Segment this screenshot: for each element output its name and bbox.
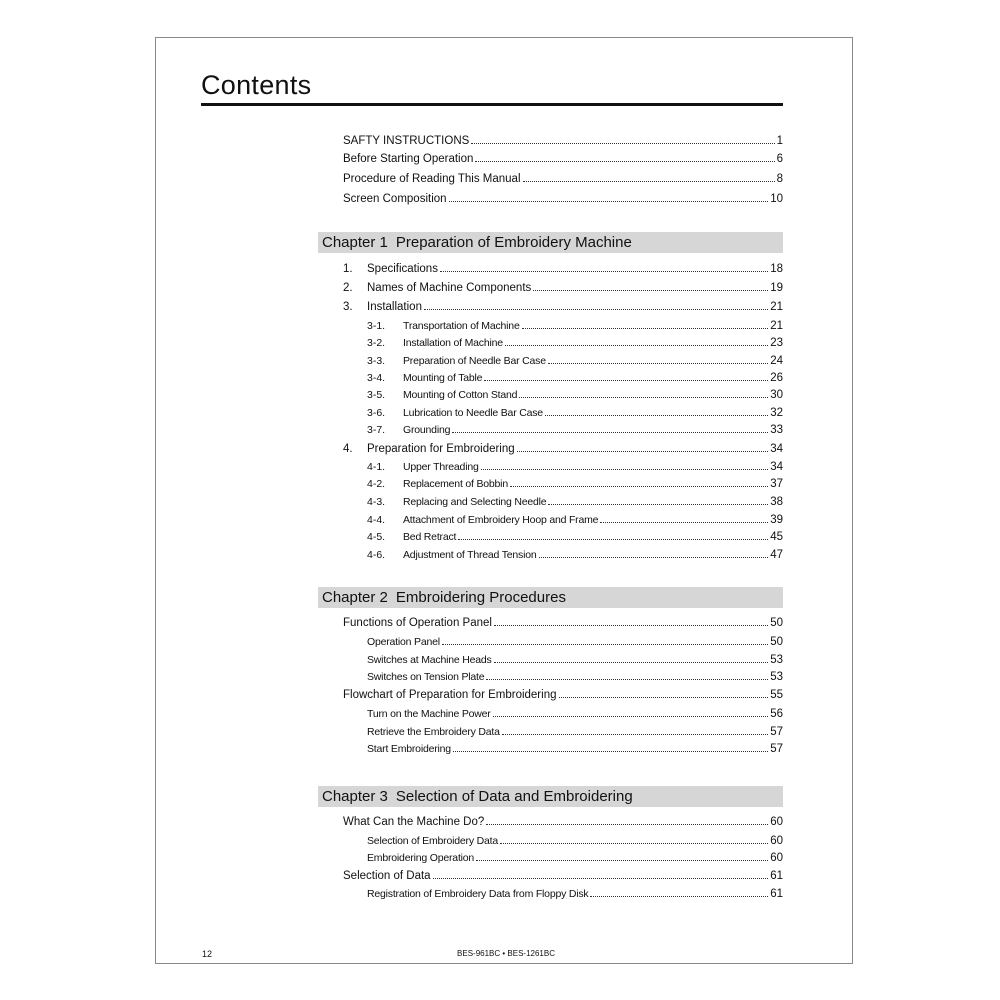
toc-entry <box>343 442 783 456</box>
toc-subentry <box>367 336 783 350</box>
toc-entry <box>343 869 783 883</box>
toc-entry-page: 45 <box>770 531 783 543</box>
toc-entry-number: 3-5. <box>367 389 386 401</box>
toc-subentry <box>367 513 783 527</box>
toc-entry-label: Screen Composition <box>343 193 447 205</box>
toc-entry-label: What Can the Machine Do? <box>343 816 485 828</box>
toc-entry-label: Names of Machine Components <box>367 282 532 294</box>
toc-entry-label: Switches on Tension Plate <box>367 671 485 683</box>
chapter-heading <box>318 786 783 807</box>
dot-leader <box>539 557 769 558</box>
toc-entry-label: Installation <box>367 301 422 313</box>
toc-entry-label: Bed Retract <box>403 531 457 543</box>
toc-subentry <box>367 548 783 562</box>
toc-subentry <box>367 371 783 385</box>
toc-entry <box>343 172 783 186</box>
toc-entry-page: 21 <box>770 320 783 332</box>
toc-entry-page: 50 <box>770 617 783 629</box>
toc-entry-label: Transportation of Machine <box>403 320 520 332</box>
dot-leader <box>590 896 768 897</box>
dot-leader <box>476 860 768 861</box>
toc-subentry <box>367 460 783 474</box>
toc-entry-label: Specifications <box>367 263 438 275</box>
toc-entry-page: 34 <box>770 443 783 455</box>
dot-leader <box>471 143 774 144</box>
toc-entry-page: 37 <box>770 478 783 490</box>
toc-entry-page: 23 <box>770 337 783 349</box>
toc-entry-label: Grounding <box>403 424 451 436</box>
dot-leader <box>458 539 768 540</box>
dot-leader <box>533 290 768 291</box>
toc-entry-label: Procedure of Reading This Manual <box>343 173 521 185</box>
toc-entry-label: Registration of Embroidery Data from Floppy Disk <box>367 888 589 900</box>
toc-entry-page: 53 <box>770 654 783 666</box>
dot-leader <box>453 751 768 752</box>
toc-entry-page: 32 <box>770 407 783 419</box>
toc-entry-label: Flowchart of Preparation for Embroidering <box>343 689 557 701</box>
chapter-title: Embroidering Procedures <box>395 589 566 606</box>
dot-leader <box>559 697 769 698</box>
toc-entry-label: Embroidering Operation <box>367 852 475 864</box>
dot-leader <box>493 716 769 717</box>
toc-entry-page: 30 <box>770 389 783 401</box>
toc-entry-label: Retrieve the Embroidery Data <box>367 726 500 738</box>
toc-subentry <box>367 653 783 667</box>
toc-entry-label: Upper Threading <box>403 461 479 473</box>
toc-entry-page: 60 <box>770 835 783 847</box>
toc-entry-page: 50 <box>770 636 783 648</box>
toc-entry-page: 55 <box>770 689 783 701</box>
toc-entry-label: Start Embroidering <box>367 743 451 755</box>
toc-entry-page: 26 <box>770 372 783 384</box>
chapter-number: Chapter 2 <box>322 589 388 606</box>
toc-entry-page: 56 <box>770 708 783 720</box>
toc-subentry <box>367 530 783 544</box>
toc-entry-number: 4. <box>343 443 353 455</box>
dot-leader <box>600 522 768 523</box>
toc-entry-label: Operation Panel <box>367 636 440 648</box>
toc-entry-page: 39 <box>770 514 783 526</box>
toc-entry-page: 21 <box>770 301 783 313</box>
toc-entry-label: Selection of Data <box>343 870 431 882</box>
chapter-heading <box>318 587 783 608</box>
toc-entry <box>343 815 783 829</box>
toc-entry-page: 24 <box>770 355 783 367</box>
chapter-number: Chapter 1 <box>322 234 388 251</box>
toc-entry-label: Installation of Machine <box>403 337 503 349</box>
toc-entry-label: Switches at Machine Heads <box>367 654 492 666</box>
dot-leader <box>500 843 768 844</box>
dot-leader <box>519 397 768 398</box>
dot-leader <box>484 380 768 381</box>
toc-entry-label: Mounting of Cotton Stand <box>403 389 518 401</box>
toc-entry-page: 60 <box>770 816 783 828</box>
toc-subentry <box>367 742 783 756</box>
model-footer: BES-961BC • BES-1261BC <box>457 949 555 958</box>
toc-entry-page: 6 <box>776 153 783 165</box>
dot-leader <box>424 309 768 310</box>
toc-entry-number: 4-5. <box>367 531 386 543</box>
toc-entry-number: 4-4. <box>367 514 386 526</box>
toc-subentry <box>367 670 783 684</box>
toc-entry-label: Attachment of Embroidery Hoop and Frame <box>403 514 599 526</box>
toc-entry-page: 8 <box>776 173 783 185</box>
dot-leader <box>481 469 769 470</box>
toc-subentry <box>367 707 783 721</box>
page-title: Contents <box>201 70 312 100</box>
toc-entry-label: Functions of Operation Panel <box>343 617 492 629</box>
toc-entry <box>343 192 783 206</box>
dot-leader <box>486 679 768 680</box>
toc-entry-page: 57 <box>770 726 783 738</box>
dot-leader <box>442 644 768 645</box>
toc-entry-number: 2. <box>343 282 353 294</box>
dot-leader <box>517 451 769 452</box>
document-page <box>155 37 853 964</box>
toc-entry-label: Turn on the Machine Power <box>367 708 491 720</box>
toc-entry-label: Lubrication to Needle Bar Case <box>403 407 543 419</box>
toc-entry-label: Adjustment of Thread Tension <box>403 549 537 561</box>
dot-leader <box>449 201 769 202</box>
toc-subentry <box>367 406 783 420</box>
toc-entry <box>343 134 783 148</box>
dot-leader <box>522 328 769 329</box>
toc-subentry <box>367 725 783 739</box>
toc-entry-number: 4-3. <box>367 496 386 508</box>
toc-entry-page: 1 <box>776 135 783 147</box>
dot-leader <box>545 415 768 416</box>
toc-entry-label: Selection of Embroidery Data <box>367 835 498 847</box>
toc-subentry <box>367 354 783 368</box>
toc-entry-label: Replacing and Selecting Needle <box>403 496 547 508</box>
toc-entry-number: 3-2. <box>367 337 386 349</box>
dot-leader <box>548 504 768 505</box>
chapter-title: Selection of Data and Embroidering <box>395 788 633 805</box>
toc-entry-page: 38 <box>770 496 783 508</box>
toc-entry-page: 61 <box>770 870 783 882</box>
chapter-number: Chapter 3 <box>322 788 388 805</box>
toc-entry-page: 61 <box>770 888 783 900</box>
toc-subentry <box>367 495 783 509</box>
toc-entry-label: SAFTY INSTRUCTIONS <box>343 135 470 147</box>
toc-entry-page: 47 <box>770 549 783 561</box>
dot-leader <box>494 662 769 663</box>
toc-entry-label: Mounting of Table <box>403 372 483 384</box>
dot-leader <box>475 161 774 162</box>
toc-entry-label: Preparation of Needle Bar Case <box>403 355 546 367</box>
toc-entry-label: Before Starting Operation <box>343 153 474 165</box>
toc-entry-number: 3-7. <box>367 424 386 436</box>
page-number: 12 <box>202 949 213 959</box>
toc-entry-number: 1. <box>343 263 353 275</box>
toc-entry-page: 60 <box>770 852 783 864</box>
toc-entry-page: 18 <box>770 263 783 275</box>
toc-entry <box>343 262 783 276</box>
toc-entry-number: 3-4. <box>367 372 386 384</box>
dot-leader <box>433 878 769 879</box>
toc-entry <box>343 300 783 314</box>
dot-leader <box>505 345 768 346</box>
toc-entry-page: 10 <box>770 193 783 205</box>
toc-entry-page: 34 <box>770 461 783 473</box>
toc-entry <box>343 152 783 166</box>
toc-subentry <box>367 834 783 848</box>
dot-leader <box>510 486 768 487</box>
toc-entry-number: 3-1. <box>367 320 386 332</box>
toc-entry <box>343 281 783 295</box>
dot-leader <box>486 824 768 825</box>
toc-subentry <box>367 635 783 649</box>
title-rule <box>201 103 783 106</box>
toc-entry-number: 3-3. <box>367 355 386 367</box>
toc-entry-page: 33 <box>770 424 783 436</box>
dot-leader <box>440 271 768 272</box>
chapter-title: Preparation of Embroidery Machine <box>395 234 632 251</box>
dot-leader <box>502 734 768 735</box>
toc-entry-number: 4-2. <box>367 478 386 490</box>
toc-entry-page: 57 <box>770 743 783 755</box>
dot-leader <box>548 363 768 364</box>
toc-entry <box>343 616 783 630</box>
toc-subentry <box>367 423 783 437</box>
dot-leader <box>523 181 775 182</box>
toc-entry-number: 3-6. <box>367 407 386 419</box>
toc-entry-label: Preparation for Embroidering <box>367 443 515 455</box>
toc-entry-number: 4-1. <box>367 461 386 473</box>
toc-entry-page: 19 <box>770 282 783 294</box>
toc-entry-label: Replacement of Bobbin <box>403 478 508 490</box>
toc-subentry <box>367 319 783 333</box>
toc-subentry <box>367 477 783 491</box>
dot-leader <box>494 625 768 626</box>
toc-subentry <box>367 851 783 865</box>
chapter-heading <box>318 232 783 253</box>
toc-entry-number: 3. <box>343 301 353 313</box>
toc-entry <box>343 688 783 702</box>
toc-entry-number: 4-6. <box>367 549 386 561</box>
dot-leader <box>452 432 768 433</box>
toc-entry-page: 53 <box>770 671 783 683</box>
toc-subentry <box>367 887 783 901</box>
toc-subentry <box>367 388 783 402</box>
